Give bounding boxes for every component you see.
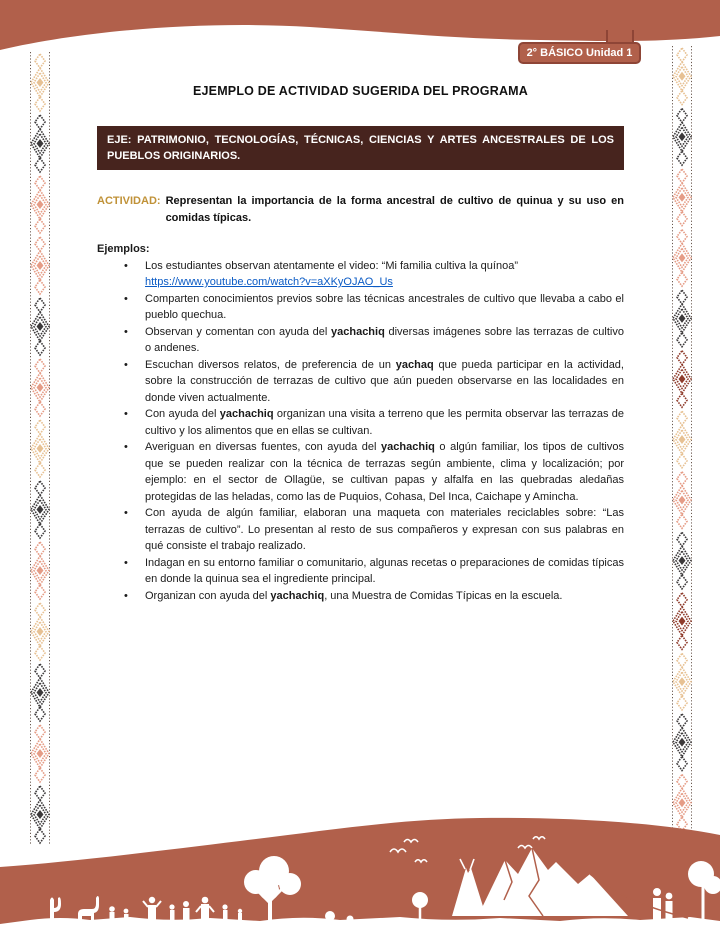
eje-banner xyxy=(97,126,624,170)
list-item xyxy=(145,406,624,439)
quechua-term: yachachiq xyxy=(219,408,274,420)
bush-silhouette xyxy=(347,916,354,923)
textile-motif xyxy=(31,54,49,111)
textile-motif xyxy=(31,603,49,660)
actividad-text: Representan la importancia de la forma ancestral de cultivo de quinua y su uso en comidas típicas. xyxy=(165,195,624,224)
textile-motif xyxy=(673,230,691,287)
body-text: Organizan con ayuda del xyxy=(145,589,271,602)
textile-motif xyxy=(31,176,49,233)
body-text: o algún familiar, los tipos de cultivos que se pueden realizar con la técnica de terrazas según ambiente, clima y localización; por ejemplo: en el sector de Ollagüe, se cultivan papas y alfalfa en las quebradas aledañas protegidas de las heladas, como las de Puquios, Cohasa, Del Inca, Caichape y Amincha. xyxy=(145,441,624,503)
list-item xyxy=(145,505,624,555)
footer-illustration xyxy=(0,812,720,932)
youtube-link[interactable]: https://www.youtube.com/watch?v=aXKyOJAO_Us xyxy=(145,276,393,288)
eje-banner-text: EJE: PATRIMONIO, TECNOLOGÍAS, TÉCNICAS, CIENCIAS Y ARTES ANCESTRALES DE LOS PUEBLOS ORIGINARIOS. xyxy=(107,134,614,162)
ejemplos-list xyxy=(97,258,624,605)
list-item xyxy=(145,588,624,605)
unit-badge xyxy=(518,42,641,64)
textile-motif xyxy=(673,714,691,771)
body-text: Observan y comentan con ayuda del xyxy=(145,325,331,338)
list-item xyxy=(145,291,624,324)
list-item xyxy=(145,258,624,291)
list-item xyxy=(145,357,624,407)
unit-badge-label: 2° BÁSICO Unidad 1 xyxy=(526,47,633,59)
body-text: Comparten conocimientos previos sobre las técnicas ancestrales de cultivo que llevaba a cabo el pueblo quechua. xyxy=(145,292,624,321)
ejemplos-heading: Ejemplos: xyxy=(97,243,150,255)
textile-motif xyxy=(673,169,691,226)
list-item xyxy=(145,439,624,505)
body-text: organizan una visita a terreno que les permita observar las terrazas de cultivo y los alimentos que en ellas se cultivan. xyxy=(145,408,625,437)
textile-motif xyxy=(673,593,691,650)
textile-motif xyxy=(31,481,49,538)
body-text: Con ayuda de algún familiar, elaboran una maqueta con materiales reciclables sobre: “Las terrazas de cultivo”. Lo presentan al resto de sus compañeros y expresan con sus palabras en qué consiste el trabajo realizado. xyxy=(145,507,624,552)
textile-motif xyxy=(31,420,49,477)
quechua-term: yachachiq xyxy=(331,325,385,338)
bush-silhouette xyxy=(325,911,335,921)
textile-border-left xyxy=(29,52,51,845)
textile-motif xyxy=(673,290,691,347)
textile-motif xyxy=(31,115,49,172)
textile-motif xyxy=(673,472,691,529)
textile-motif xyxy=(31,359,49,416)
textile-motif xyxy=(673,351,691,408)
body-text: Los estudiantes observan atentamente el video: “Mi familia cultiva la quínoa” xyxy=(145,259,518,272)
list-item xyxy=(145,555,624,588)
textile-motif xyxy=(31,664,49,721)
textile-motif xyxy=(673,532,691,589)
textile-motif xyxy=(31,542,49,599)
textile-motif xyxy=(673,653,691,710)
body-text: diversas imágenes sobre las terrazas de cultivo o andenes. xyxy=(145,325,624,354)
quechua-term: yachachiq xyxy=(381,441,435,453)
quechua-term: yachachiq xyxy=(270,589,325,602)
body-text: Con ayuda del xyxy=(145,408,220,420)
textile-motif xyxy=(673,411,691,468)
textile-border-right xyxy=(671,46,693,833)
ground-silhouette xyxy=(0,917,720,932)
page-title: EJEMPLO DE ACTIVIDAD SUGERIDA DEL PROGRAMA xyxy=(192,84,529,98)
textile-motif xyxy=(673,109,691,166)
body-text: , una Muestra de Comidas Típicas en la escuela. xyxy=(324,589,563,602)
list-item xyxy=(145,324,624,357)
body-text: que pueda participar en la actividad, sobre la construcción de terrazas de cultivo que aún pueden observarse en las localidades en donde viven actualmente. xyxy=(145,358,624,404)
textile-motif xyxy=(31,237,49,294)
textile-motif xyxy=(673,48,691,105)
actividad-block xyxy=(97,193,624,226)
textile-motif xyxy=(31,298,49,355)
actividad-label: ACTIVIDAD: xyxy=(97,195,161,207)
body-text: Escuchan diversos relatos, de preferencia de un xyxy=(145,358,396,371)
body-text: Indagan en su entorno familiar o comunitario, algunas recetas o preparaciones de comidas típicas en donde la quinua sea el ingrediente principal. xyxy=(145,556,624,585)
textile-motif xyxy=(31,725,49,782)
content-column xyxy=(97,84,624,604)
quechua-term: yachaq xyxy=(395,358,434,371)
body-text: Averiguan en diversas fuentes, con ayuda del xyxy=(145,441,382,453)
